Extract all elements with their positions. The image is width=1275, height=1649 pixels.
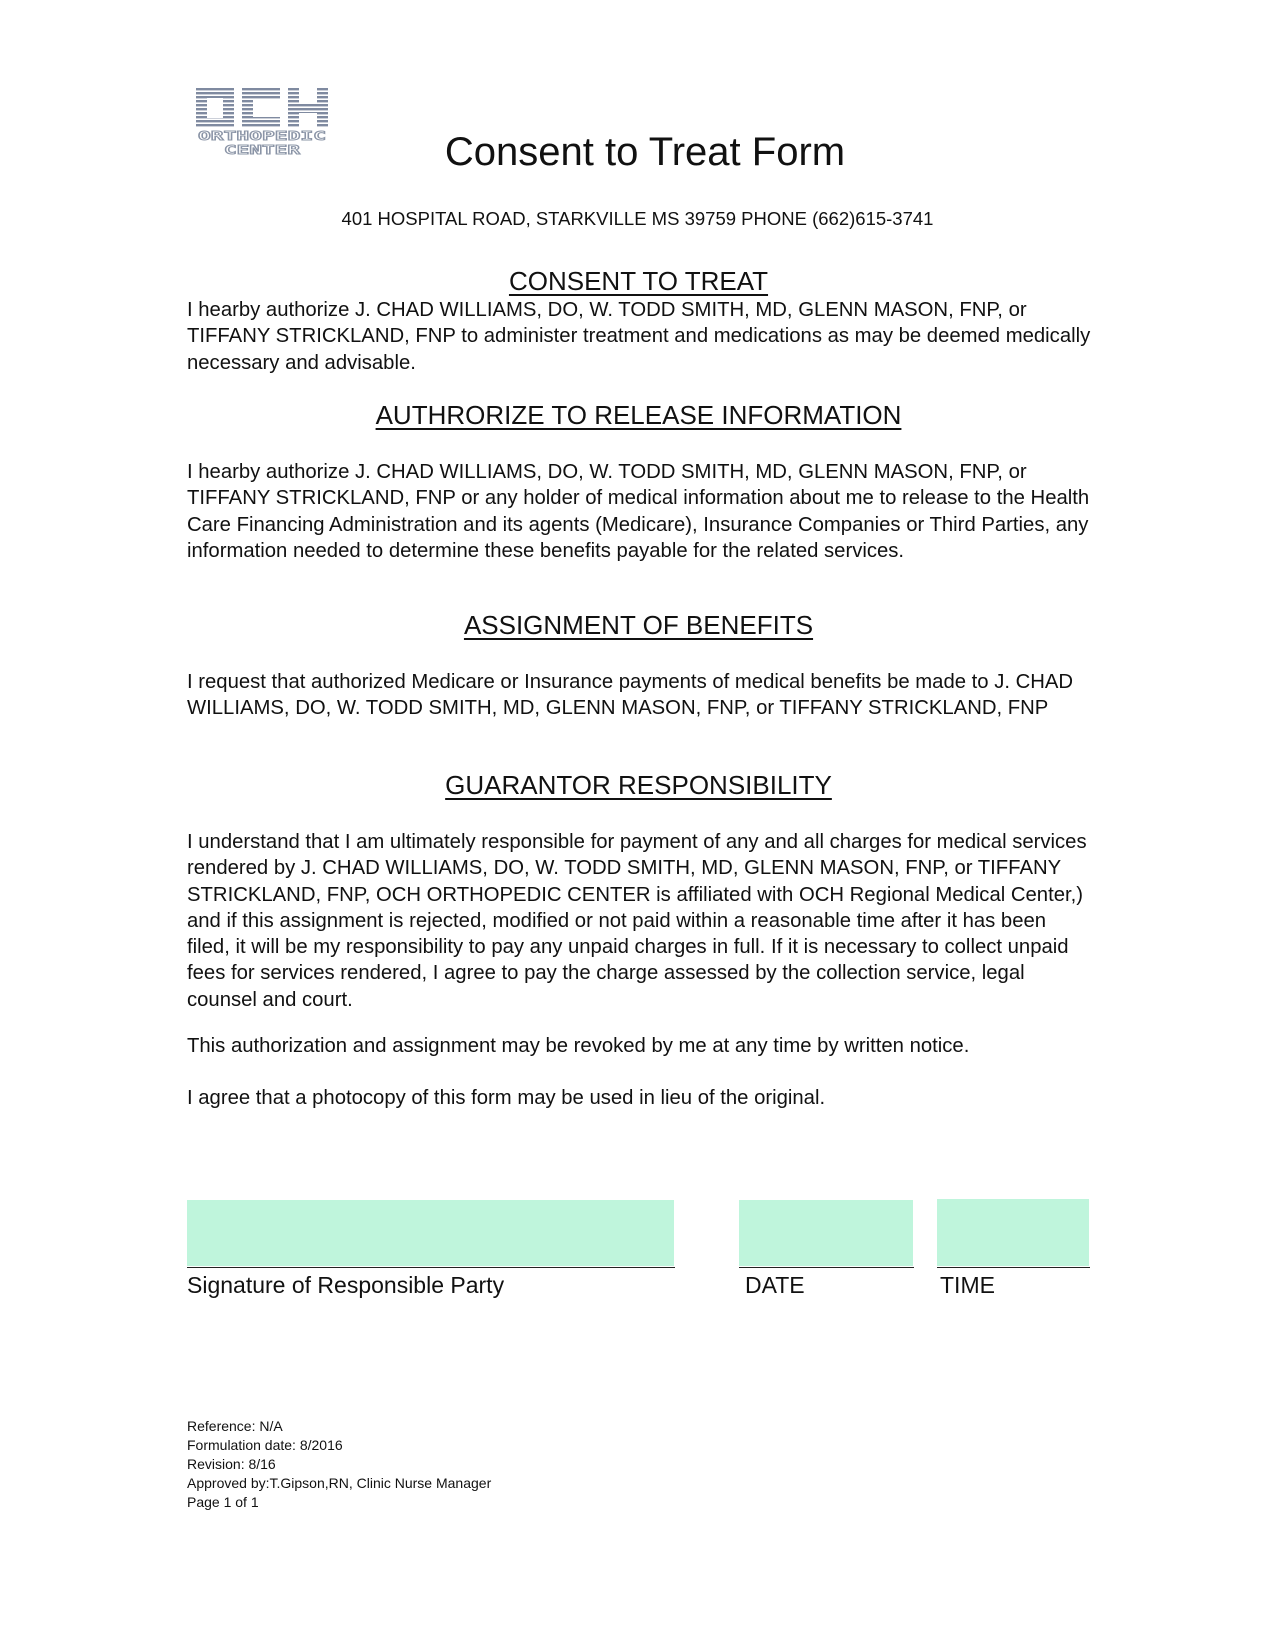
heading-guarantor-responsibility: GUARANTOR RESPONSIBILITY: [445, 770, 832, 800]
paragraph-consent-to-treat: I hearby authorize J. CHAD WILLIAMS, DO, W. TODD SMITH, MD, GLENN MASON, FNP, or TIFFANY STRICKLAND, FNP to administer treatment and medications as may be deemed medically necessary and advisable.: [187, 299, 1091, 374]
form-title: Consent to Treat Form: [444, 130, 846, 174]
document-footer: [187, 1417, 491, 1512]
time-label: TIME: [940, 1272, 995, 1298]
logo-text-orthopedic: ORTHOPEDIC: [198, 129, 326, 143]
paragraph-release-information: I hearby authorize J. CHAD WILLIAMS, DO, W. TODD SMITH, MD, GLENN MASON, FNP, or TIFFANY STRICKLAND, FNP or any holder of medical information about me to release to the Health Care Financing Administration and its agents (Medicare), Insurance Companies or Third Parties, any information needed to determine these benefits payable for the related services.: [187, 461, 1090, 562]
signature-input-field[interactable]: [187, 1200, 674, 1266]
footer-approved-by: Approved by:T.Gipson,RN, Clinic Nurse Manager: [187, 1475, 492, 1491]
time-line: [937, 1267, 1090, 1268]
signature-line: [187, 1267, 675, 1268]
footer-formulation-date: Formulation date: 8/2016: [187, 1437, 343, 1453]
clinic-address: 401 HOSPITAL ROAD, STARKVILLE MS 39759 PHONE (662)615-3741: [341, 208, 934, 229]
date-input-field[interactable]: [739, 1200, 913, 1266]
heading-consent-to-treat: CONSENT TO TREAT: [508, 266, 769, 296]
date-line: [739, 1267, 914, 1268]
footer-revision: Revision: 8/16: [187, 1456, 276, 1472]
date-label: DATE: [745, 1272, 805, 1298]
paragraph-guarantor-responsibility: I understand that I am ultimately responsible for payment of any and all charges for medical services rendered by J. CHAD WILLIAMS, DO, W. TODD SMITH, MD, GLENN MASON, FNP, or TIFFANY STRICKLAND, FNP, OCH ORTHOPEDIC CENTER is affiliated with OCH Regional Medical Center,) and if this assignment is rejected, modified or not paid within a reasonable time after it has been filed, it will be my responsibility to pay any unpaid charges in full. If it is necessary to collect unpaid fees for services rendered, I agree to pay the charge assessed by the collection service, legal counsel and court.: [187, 831, 1087, 1011]
signature-label: Signature of Responsible Party: [187, 1272, 505, 1298]
paragraph-photocopy: I agree that a photocopy of this form may be used in lieu of the original.: [187, 1087, 826, 1109]
footer-reference: Reference: N/A: [187, 1418, 283, 1434]
logo-text-center: CENTER: [224, 143, 302, 157]
heading-assignment-of-benefits: ASSIGNMENT OF BENEFITS: [463, 610, 814, 640]
paragraph-assignment-of-benefits: I request that authorized Medicare or Insurance payments of medical benefits be made to J. CHAD WILLIAMS, DO, W. TODD SMITH, MD, GLENN MASON, FNP, or TIFFANY STRICKLAND, FNP: [187, 671, 1074, 720]
time-input-field[interactable]: [937, 1199, 1089, 1266]
footer-page-number: Page 1 of 1: [187, 1494, 259, 1510]
paragraph-revocation: This authorization and assignment may be revoked by me at any time by written notice.: [187, 1035, 970, 1057]
heading-release-information: AUTHRORIZE TO RELEASE INFORMATION: [375, 400, 902, 430]
